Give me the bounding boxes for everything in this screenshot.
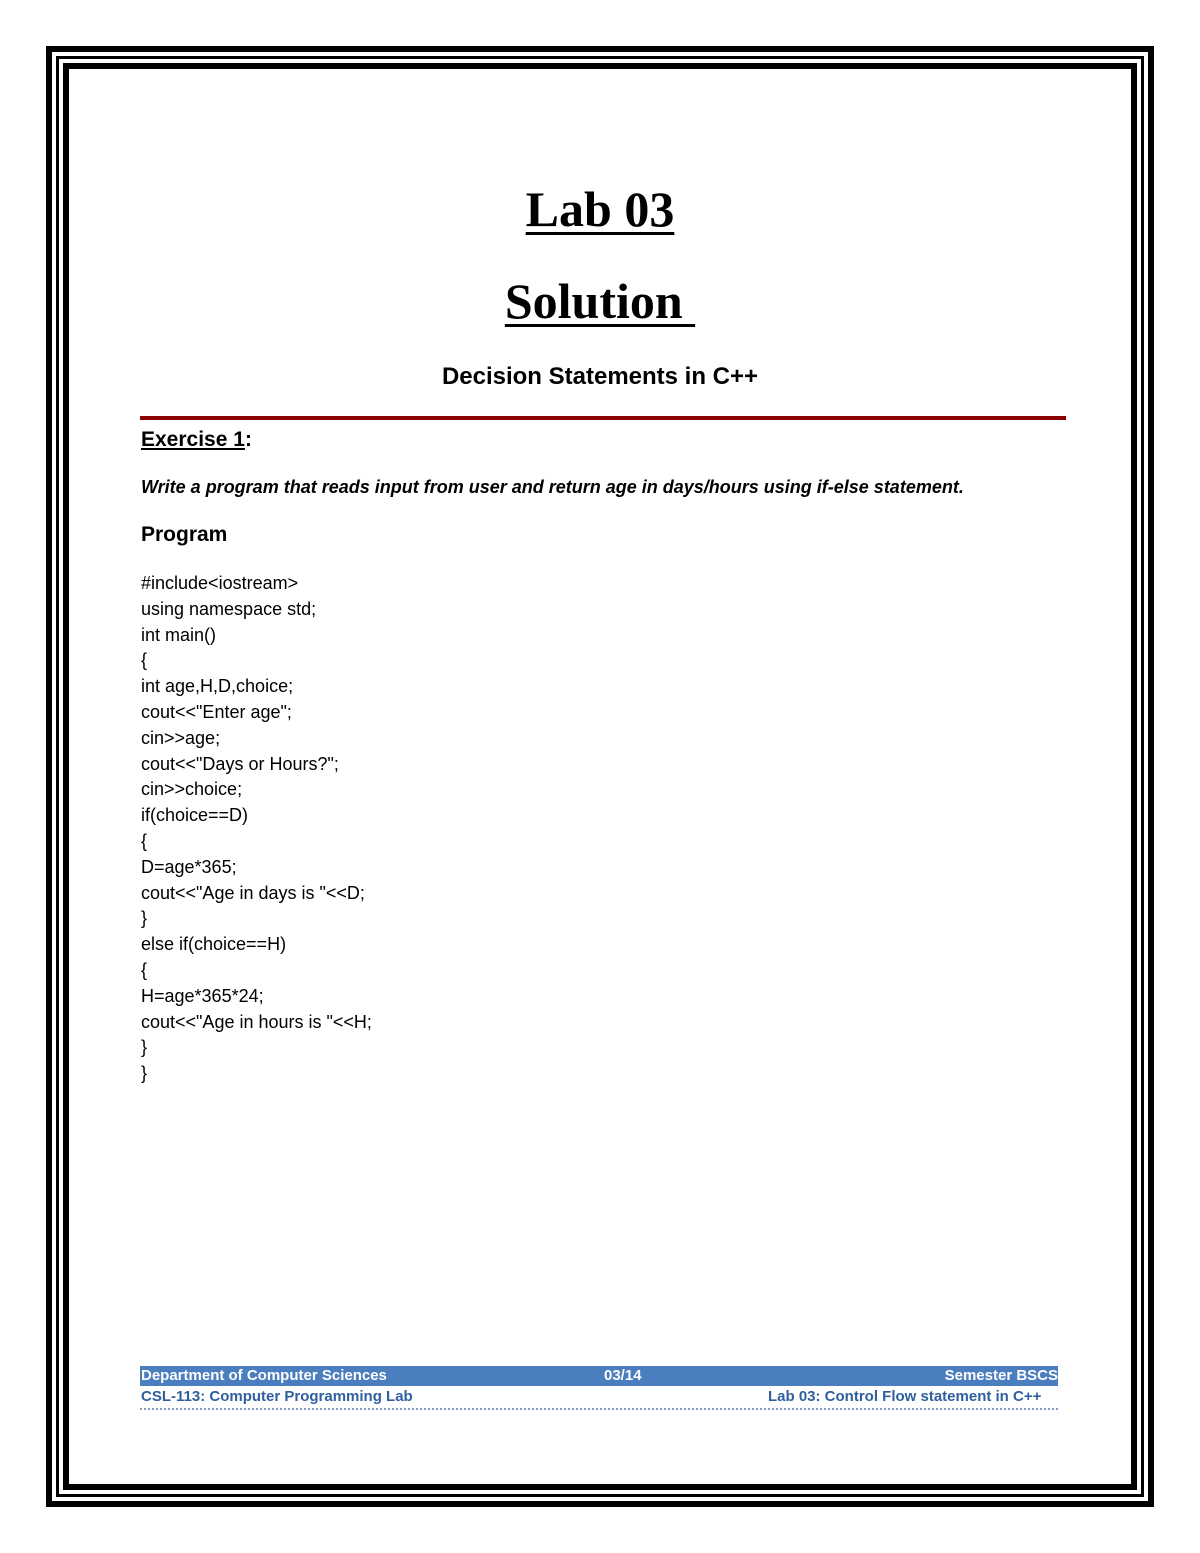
footer-bar xyxy=(140,1366,1058,1386)
code-line: } xyxy=(141,908,148,929)
solution-title-text: Solution xyxy=(504,273,696,329)
code-line: int age,H,D,choice; xyxy=(141,676,294,697)
code-line: D=age*365; xyxy=(141,856,237,877)
code-line: cin>>age; xyxy=(141,727,221,748)
footer-lab-title: Lab 03: Control Flow statement in C++ xyxy=(768,1388,1042,1405)
lab-title-text: Lab 03 xyxy=(525,181,675,237)
solution-title xyxy=(0,272,1200,330)
code-line: cout<<"Age in days is "<<D; xyxy=(141,882,365,903)
code-line: } xyxy=(141,1037,148,1058)
code-line: } xyxy=(141,1063,148,1084)
exercise-task: Write a program that reads input from user and return age in days/hours using if-else statement. xyxy=(141,477,964,497)
footer-dotted-rule xyxy=(140,1408,1058,1410)
code-line: #include<iostream> xyxy=(141,573,299,593)
code-line: else if(choice==H) xyxy=(141,934,287,955)
exercise-heading xyxy=(141,428,252,452)
code-line: cout<<"Enter age"; xyxy=(141,701,292,722)
exercise-label-suffix: : xyxy=(244,428,252,451)
code-line: if(choice==D) xyxy=(141,805,249,826)
code-line: cout<<"Age in hours is "<<H; xyxy=(141,1011,372,1032)
code-line: cout<<"Days or Hours?"; xyxy=(141,753,339,774)
footer-course: CSL-113: Computer Programming Lab xyxy=(141,1388,413,1405)
program-heading: Program xyxy=(141,523,228,546)
code-line: { xyxy=(141,959,148,980)
code-line: int main() xyxy=(141,624,217,645)
code-line: { xyxy=(141,830,148,851)
exercise-label: Exercise 1 xyxy=(141,428,245,451)
code-line: cin>>choice; xyxy=(141,779,243,800)
footer-course-line xyxy=(140,1387,1100,1409)
code-line: { xyxy=(141,650,148,671)
footer-page-number: 03/14 xyxy=(604,1367,642,1384)
topic-heading: Decision Statements in C++ xyxy=(441,363,759,390)
code-line: using namespace std; xyxy=(141,598,317,619)
footer-semester: Semester BSCS xyxy=(944,1367,1058,1384)
lab-title xyxy=(0,180,1200,238)
footer-department: Department of Computer Sciences xyxy=(141,1367,387,1384)
section-divider xyxy=(140,416,1066,420)
code-listing xyxy=(141,571,372,1087)
code-line: H=age*365*24; xyxy=(141,985,264,1006)
